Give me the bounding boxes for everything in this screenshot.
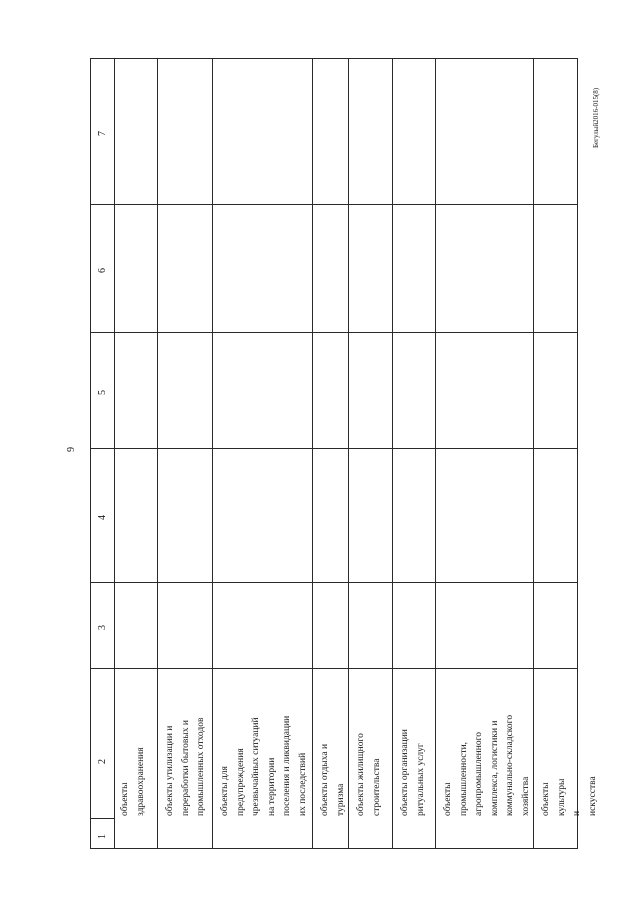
row-line <box>348 58 349 849</box>
column-number: 3 <box>97 625 108 630</box>
col-line <box>90 582 578 583</box>
row-label: объекты утилизации и переработки бытовых и промышленных отходов <box>165 717 207 816</box>
table-border-right <box>577 58 578 849</box>
row-line <box>392 58 393 849</box>
table-border-bottom <box>90 848 578 849</box>
row-line <box>157 58 158 849</box>
col-line <box>90 332 578 333</box>
table-border-top <box>90 58 578 59</box>
page-number: 9 <box>66 447 77 452</box>
table-border-left <box>90 58 91 849</box>
col-line <box>90 818 114 819</box>
col-line <box>90 448 578 449</box>
row-line <box>312 58 313 849</box>
row-label: объекты для предупреждения чрезвычайных ситуаций на территории поселения и ликвидации их последствий <box>220 715 308 816</box>
row-label: объекты организации ритуальных услуг <box>400 729 426 816</box>
row-line <box>114 58 115 849</box>
column-number: 1 <box>97 834 108 839</box>
column-number: 2 <box>97 759 108 764</box>
footer-code: Бегулый2016-015(8) <box>592 87 600 148</box>
col-line <box>90 204 578 205</box>
row-label: объекты промышленности, агропромышленного комплекса, логистики и коммунально-складского хозяйства <box>443 714 531 816</box>
row-label: объекты здравоохранения <box>120 747 146 816</box>
row-line <box>212 58 213 849</box>
column-number: 5 <box>97 390 108 395</box>
column-number: 7 <box>97 131 108 136</box>
col-line <box>90 668 578 669</box>
row-label: объекты отдыха и туризма <box>320 743 346 816</box>
row-label: объекты жилищного строительства <box>356 733 382 816</box>
column-number: 4 <box>97 515 108 520</box>
row-line <box>435 58 436 849</box>
row-label: объекты культуры и искусства <box>541 776 598 816</box>
column-number: 6 <box>97 268 108 273</box>
